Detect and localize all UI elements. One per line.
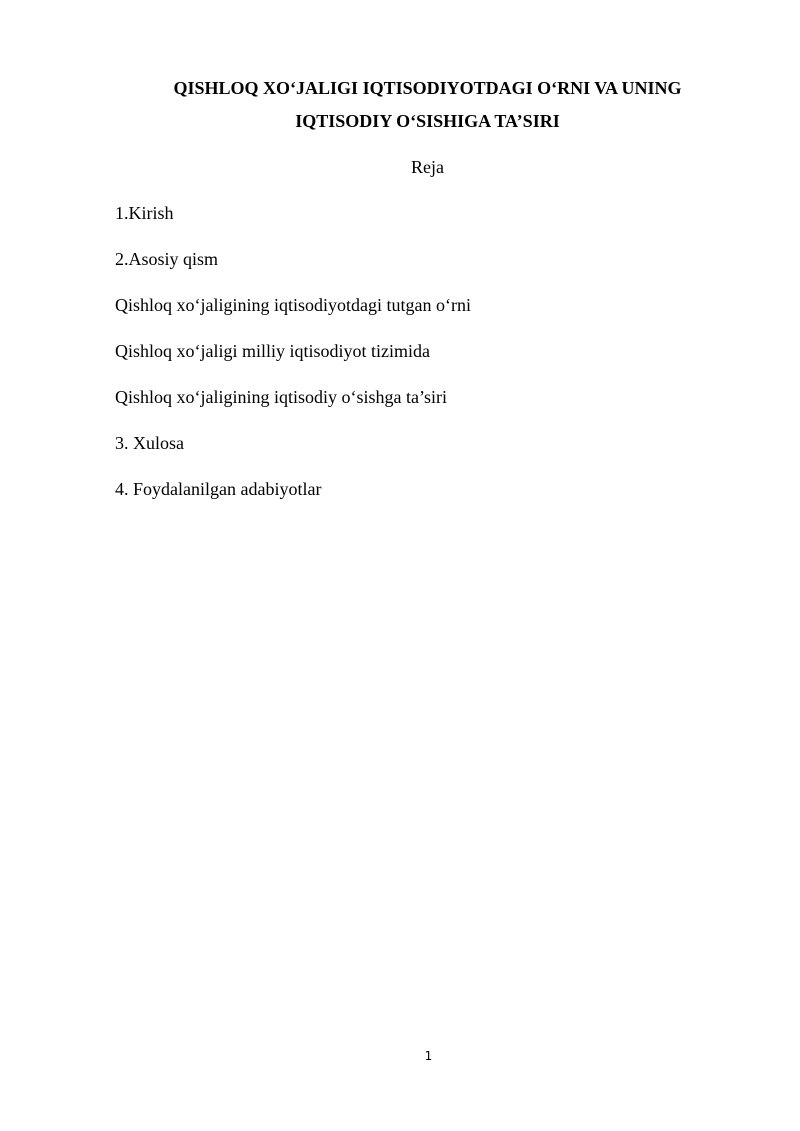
plan-item-kirish: 1.Kirish bbox=[115, 203, 174, 223]
document-title-line-2: IQTISODIY O‘SISHIGA TA’SIRI bbox=[295, 111, 560, 131]
plan-item-tutgan-orni: Qishloq xo‘jaligining iqtisodiyotdagi tutgan o‘rni bbox=[115, 295, 471, 315]
plan-item-asosiy-qism: 2.Asosiy qism bbox=[115, 249, 219, 269]
plan-item-xulosa: 3. Xulosa bbox=[115, 433, 184, 453]
plan-heading: Reja bbox=[411, 157, 444, 177]
document-title-line-1: QISHLOQ XO‘JALIGI IQTISODIYOTDAGI O‘RNI VA UNING bbox=[173, 78, 682, 98]
plan-item-adabiyotlar: 4. Foydalanilgan adabiyotlar bbox=[115, 479, 322, 499]
plan-item-milliy-iqtisodiyot: Qishloq xo‘jaligi milliy iqtisodiyot tizimida bbox=[115, 341, 430, 361]
plan-item-iqtisodiy-osish: Qishloq xo‘jaligining iqtisodiy o‘sishga ta’siri bbox=[115, 387, 447, 407]
page-number: 1 bbox=[424, 1049, 433, 1063]
